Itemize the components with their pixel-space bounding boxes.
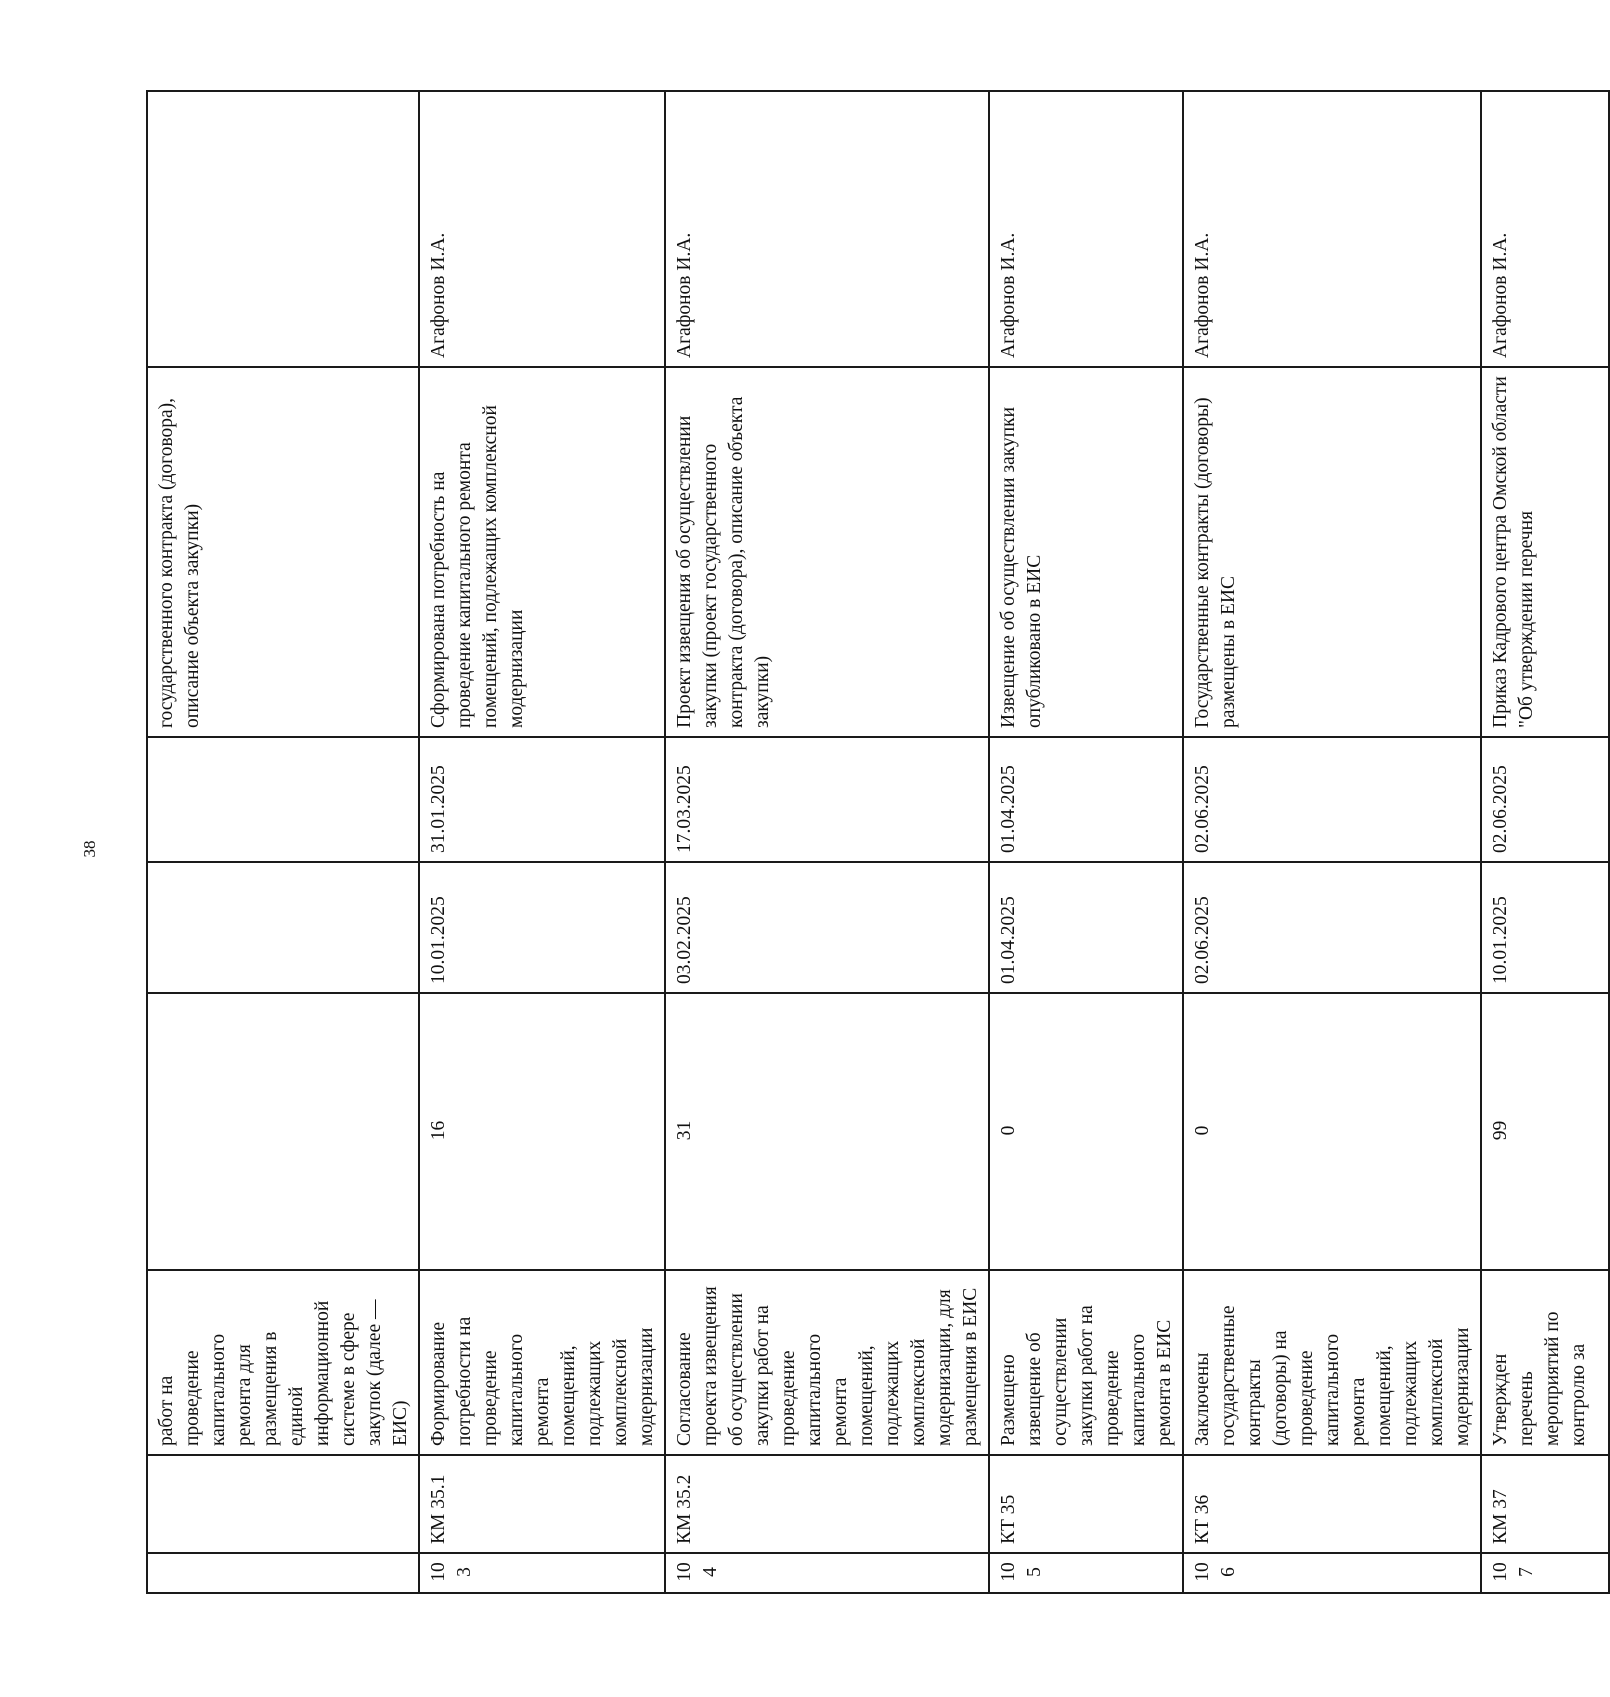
row-number: 105 xyxy=(989,1553,1183,1593)
cell-empty xyxy=(147,737,419,862)
row-code: КМ 37 xyxy=(1481,1455,1609,1553)
row-end-date: 02.06.2025 xyxy=(1481,737,1609,862)
cell-empty xyxy=(147,862,419,993)
row-number: 106 xyxy=(1183,1553,1481,1593)
continuation-result-cell: государственного контракта (договора), описание объекта закупки) xyxy=(147,367,419,737)
cell-empty xyxy=(147,1455,419,1553)
row-end-date: 02.06.2025 xyxy=(1183,737,1481,862)
row-responsible: Агафонов И.А. xyxy=(665,91,989,367)
row-task: Размещено извещение об осуществлении закупки работ на проведение капитального ремонта в ЕИС xyxy=(989,1270,1183,1455)
continuation-task-cell: работ на проведение капитального ремонта для размещения в единой информационной системе в сфере закупок (далее — ЕИС) xyxy=(147,1270,419,1455)
row-start-date: 01.04.2025 xyxy=(989,862,1183,993)
row-result: Государственные контракты (договоры) размещены в ЕИС xyxy=(1183,367,1481,737)
cell-empty xyxy=(147,91,419,367)
row-end-date: 31.01.2025 xyxy=(419,737,665,862)
table-row xyxy=(419,91,665,1593)
row-task: Утвержден перечень мероприятий по контролю за xyxy=(1481,1270,1609,1455)
row-responsible: Агафонов И.А. xyxy=(1481,91,1609,367)
row-value: 0 xyxy=(1183,993,1481,1270)
row-responsible: Агафонов И.А. xyxy=(1183,91,1481,367)
row-start-date: 03.02.2025 xyxy=(665,862,989,993)
table-row xyxy=(1183,91,1481,1593)
page-number: 38 xyxy=(80,840,99,858)
row-code: КТ 36 xyxy=(1183,1455,1481,1553)
row-end-date: 17.03.2025 xyxy=(665,737,989,862)
row-end-date: 01.04.2025 xyxy=(989,737,1183,862)
row-start-date: 10.01.2025 xyxy=(1481,862,1609,993)
rotated-page-content xyxy=(146,92,1589,1594)
row-task: Заключены государственные контракты (договоры) на проведение капитального ремонта помещений, подлежащих комплексной модернизации xyxy=(1183,1270,1481,1455)
row-start-date: 10.01.2025 xyxy=(419,862,665,993)
row-responsible: Агафонов И.А. xyxy=(419,91,665,367)
row-code: КТ 35 xyxy=(989,1455,1183,1553)
row-number: 107 xyxy=(1481,1553,1609,1593)
row-responsible: Агафонов И.А. xyxy=(989,91,1183,367)
row-task: Формирование потребности на проведение капитального ремонта помещений, подлежащих комплексной модернизации xyxy=(419,1270,665,1455)
row-result: Приказ Кадрового центра Омской области "Об утверждении перечня xyxy=(1481,367,1609,737)
row-result: Сформирована потребность на проведение капитального ремонта помещений, подлежащих комплексной модернизации xyxy=(419,367,665,737)
table-row xyxy=(989,91,1183,1593)
row-value: 16 xyxy=(419,993,665,1270)
table-row xyxy=(665,91,989,1593)
row-task: Согласование проекта извещения об осуществлении закупки работ на проведение капитального ремонта помещений, подлежащих комплексной модернизации, для размещения в ЕИС xyxy=(665,1270,989,1455)
row-number: 103 xyxy=(419,1553,665,1593)
row-code: КМ 35.1 xyxy=(419,1455,665,1553)
table-row-continuation xyxy=(147,91,419,1593)
cell-empty xyxy=(147,1553,419,1593)
row-value: 0 xyxy=(989,993,1183,1270)
row-result: Извещение об осуществлении закупки опубликовано в ЕИС xyxy=(989,367,1183,737)
row-code: КМ 35.2 xyxy=(665,1455,989,1553)
row-number: 104 xyxy=(665,1553,989,1593)
row-start-date: 02.06.2025 xyxy=(1183,862,1481,993)
schedule-table xyxy=(146,90,1610,1594)
table-row xyxy=(1481,91,1609,1593)
row-result: Проект извещения об осуществлении закупки (проект государственного контракта (договора), описание объекта закупки) xyxy=(665,367,989,737)
row-value: 31 xyxy=(665,993,989,1270)
cell-empty xyxy=(147,993,419,1270)
row-value: 99 xyxy=(1481,993,1609,1270)
